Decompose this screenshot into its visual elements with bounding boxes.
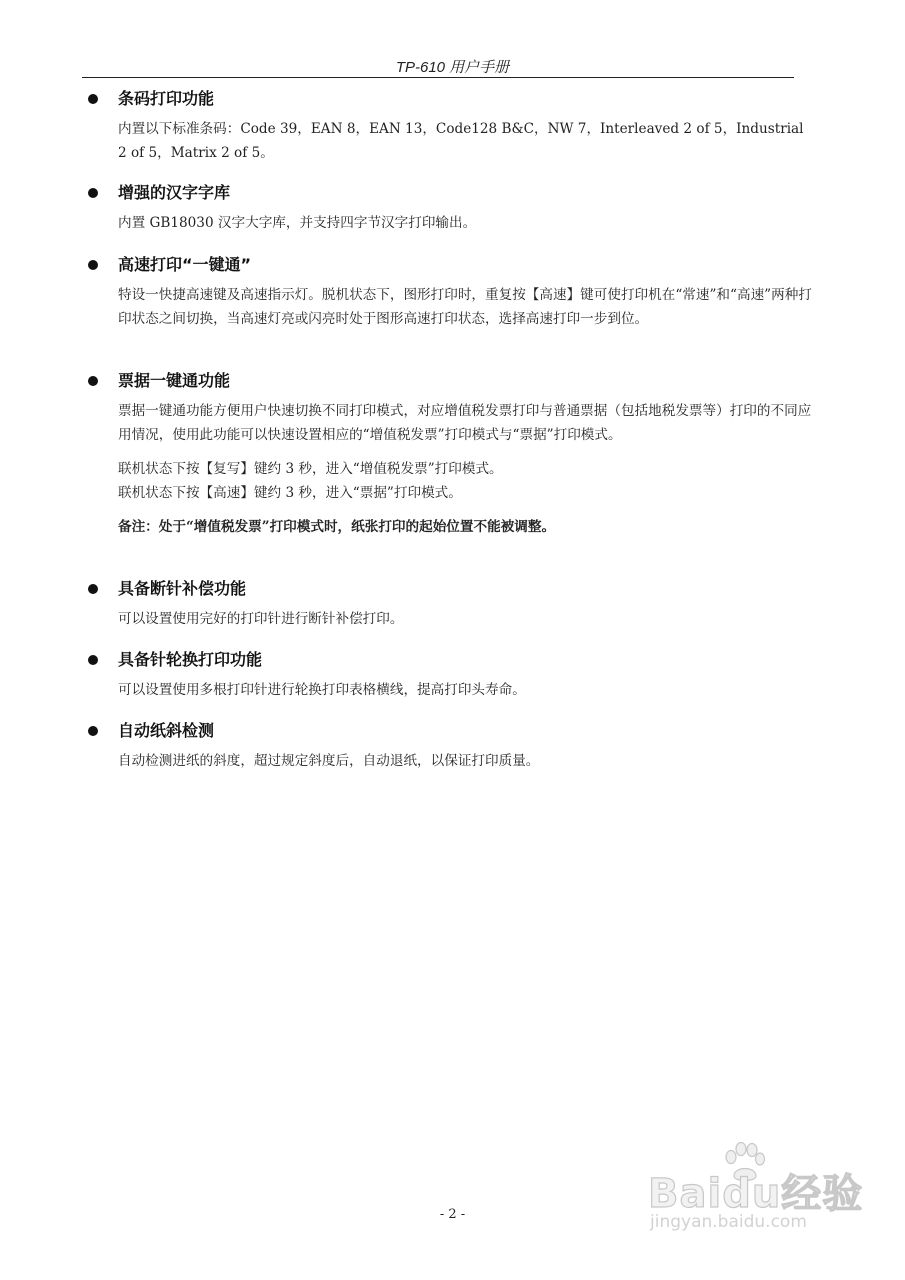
watermark-url: jingyan.baidu.com	[650, 1212, 807, 1232]
section-body	[118, 749, 813, 773]
section-heading	[88, 648, 813, 672]
note-paragraph: 备注：处于“增值税发票”打印模式时，纸张打印的起始位置不能被调整。	[118, 519, 556, 535]
paragraph: 内置以下标准条码：Code 39，EAN 8，EAN 13，Code128 B&C，NW 7，Interleaved 2 of 5，Industrial 2 of 5，Matrix 2 of 5。	[118, 121, 804, 161]
bullet-icon	[88, 726, 98, 736]
paragraph: 可以设置使用完好的打印针进行断针补偿打印。	[118, 611, 404, 627]
bullet-icon	[88, 655, 98, 665]
paragraph: 可以设置使用多根打印针进行轮换打印表格横线，提高打印头寿命。	[118, 682, 526, 698]
section-body	[118, 678, 813, 702]
section-body	[118, 283, 813, 331]
section-title: 自动纸斜检测	[118, 721, 215, 740]
section-body	[118, 607, 813, 631]
section-heading	[88, 87, 813, 111]
baidu-watermark	[648, 1150, 864, 1240]
bullet-icon	[88, 260, 98, 270]
bullet-icon	[88, 376, 98, 386]
section-title: 条码打印功能	[118, 89, 215, 108]
section-body	[118, 399, 813, 539]
section-skew-detection	[88, 719, 813, 773]
section-heading	[88, 719, 813, 743]
section-heading	[88, 369, 813, 393]
page-number: - 2 -	[439, 1207, 466, 1222]
section-title: 高速打印“一键通”	[118, 255, 252, 274]
section-title: 票据一键通功能	[118, 371, 231, 390]
paragraph: 特设一快捷高速键及高速指示灯。脱机状态下，图形打印时，重复按【高速】键可使打印机在“常速”和“高速”两种打印状态之间切换，当高速灯亮或闪亮时处于图形高速打印状态，选择高速打印一步到位。	[118, 287, 812, 327]
watermark-logo-text: Baidu经验	[648, 1171, 864, 1217]
paragraph: 内置 GB18030 汉字大字库，并支持四字节汉字打印输出。	[118, 215, 477, 231]
bullet-icon	[88, 188, 98, 198]
section-body	[118, 211, 813, 235]
bullet-icon	[88, 94, 98, 104]
header-divider	[82, 77, 794, 78]
bullet-icon	[88, 584, 98, 594]
paragraph: 自动检测进纸的斜度，超过规定斜度后，自动退纸，以保证打印质量。	[118, 753, 540, 769]
section-heading	[88, 181, 813, 205]
section-invoice-one-key	[88, 369, 813, 539]
section-broken-pin-compensation	[88, 577, 813, 631]
paragraph: 联机状态下按【高速】键约 3 秒，进入“票据”打印模式。	[118, 485, 462, 501]
section-title: 具备断针补偿功能	[118, 579, 247, 598]
section-pin-rotation	[88, 648, 813, 702]
section-heading	[88, 577, 813, 601]
paragraph: 票据一键通功能方便用户快速切换不同打印模式，对应增值税发票打印与普通票据（包括地税发票等）打印的不同应用情况，使用此功能可以快速设置相应的“增值税发票”打印模式与“票据”打印模式。	[118, 403, 812, 443]
section-body	[118, 117, 813, 165]
paragraph: 联机状态下按【复写】键约 3 秒，进入“增值税发票”打印模式。	[118, 461, 503, 477]
section-high-speed	[88, 253, 813, 331]
section-hanzi-font	[88, 181, 813, 235]
section-title: 增强的汉字字库	[118, 183, 231, 202]
page-header-title: TP-610 用户手册	[395, 59, 510, 76]
section-barcode-printing	[88, 87, 813, 165]
section-heading	[88, 253, 813, 277]
section-title: 具备针轮换打印功能	[118, 650, 263, 669]
